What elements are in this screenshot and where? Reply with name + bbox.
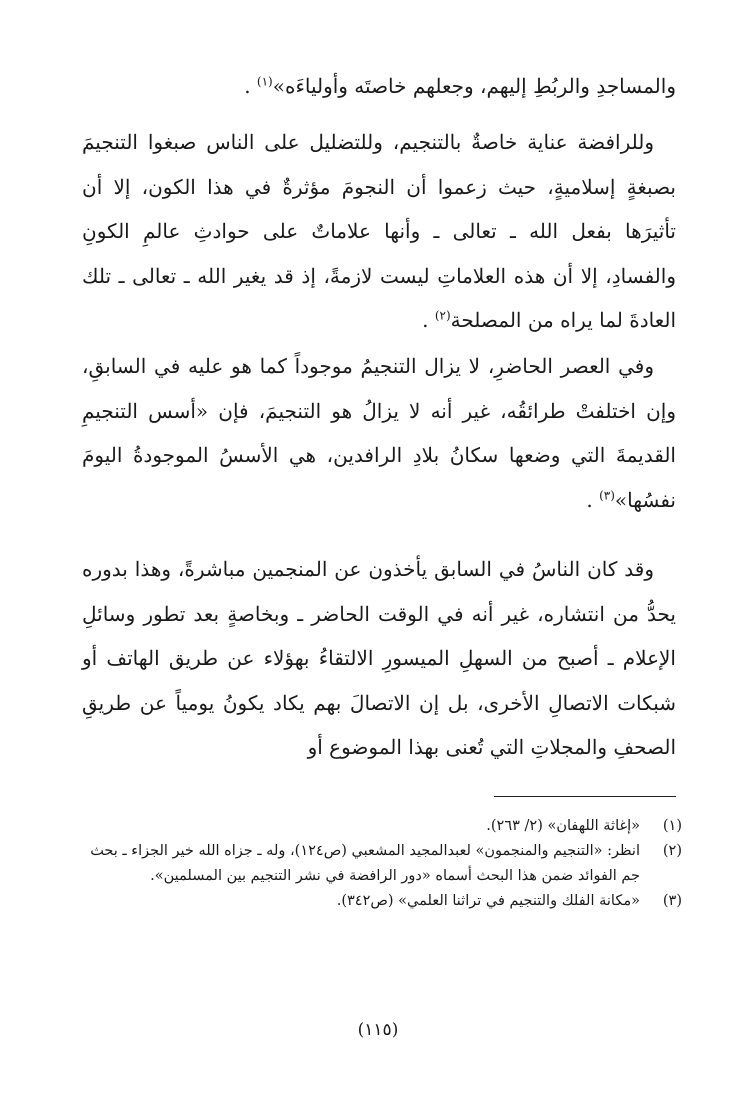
paragraph-text: والمساجدِ والربُطِ إليهم، وجعلهم خاصتَه وأولياءَه» (272, 74, 676, 98)
paragraph-text: وقد كان الناسُ في السابق يأخذون عن المنجمين مباشرةً، وهذا بدوره يحدُّ من انتشاره، غير أنه في الوقت الحاضر ـ وبخاصةٍ بعد تطور وسائلِ الإعلام ـ أصبح من السهلِ الميسورِ الالتقاءُ بهؤلاء عن طريق الهاتف أو شبكات الاتصالِ الأخرى، بل إن الاتصالَ بهم يكاد يكونُ يومياً عن طريقِ الصحفِ والمجلاتِ التي تُعنى بهذا الموضوع أو (82, 557, 676, 759)
footnote-reference: (١) (256, 74, 273, 89)
footnote-item (82, 839, 682, 889)
footnote-number: (٢) (662, 843, 682, 859)
paragraph-media (82, 547, 676, 770)
footnote-number: (١) (662, 818, 682, 834)
footnote-reference: (٣) (599, 487, 615, 502)
footnote-reference: (٢) (434, 308, 451, 323)
footnote-text: «مكانة الفلك والتنجيم في تراثنا العلمي» (ص٣٤٢). (336, 893, 640, 909)
paragraph-present-age (82, 344, 676, 522)
footnotes (82, 814, 682, 914)
page-number: (١١٥) (357, 1020, 399, 1040)
paragraph-tail: . (244, 74, 257, 98)
paragraph-tail: . (586, 487, 600, 512)
paragraph-text: وفي العصر الحاضرِ، لا يزال التنجيمُ موجوداً كما هو عليه في السابقِ، وإن اختلفتْ طرائقُه، غير أنه لا يزالُ هو التنجيمَ، فإن «أسس التنجيمِ القديمةَ التي وضعها سكانُ بلادِ الرافدين، هي الأسسُ الموجودةُ اليومَ نفسُها» (82, 354, 676, 512)
paragraph-text: وللرافضة عناية خاصةٌ بالتنجيم، وللتضليل على الناس صبغوا التنجيمَ بصبغةٍ إسلاميةٍ، حيث زعموا أن النجومَ مؤثرةٌ في هذا الكون، إلا أن تأثيرَها بفعل الله ـ تعالى ـ وأنها علاماتٌ على حوادثِ عالمِ الكونِ والفسادِ، إلا أن هذه العلاماتِ ليست لازمةً، إذ قد يغير الله ـ تعالى ـ تلك العادةَ لما يراه من المصلحة (82, 130, 676, 332)
paragraph-rafida (82, 120, 676, 343)
footnote-separator (494, 796, 676, 797)
footnote-item (82, 889, 682, 914)
footnote-text: انظر: «التنجيم والمنجمون» لعبدالمجيد المشعبي (ص١٢٤)، وله ـ جزاه الله خير الجزاء ـ بحث جم الفوائد ضمن هذا البحث أسماه «دور الرافضة في نشر التنجيم بين المسلمين». (90, 843, 640, 884)
footnote-number: (٣) (662, 893, 682, 909)
footnote-item (82, 814, 682, 839)
footnote-text: «إغاثة اللهفان» (٢/ ٢٦٣). (486, 818, 640, 834)
paragraph-tail: . (422, 308, 435, 332)
paragraph-continuation (82, 64, 676, 109)
